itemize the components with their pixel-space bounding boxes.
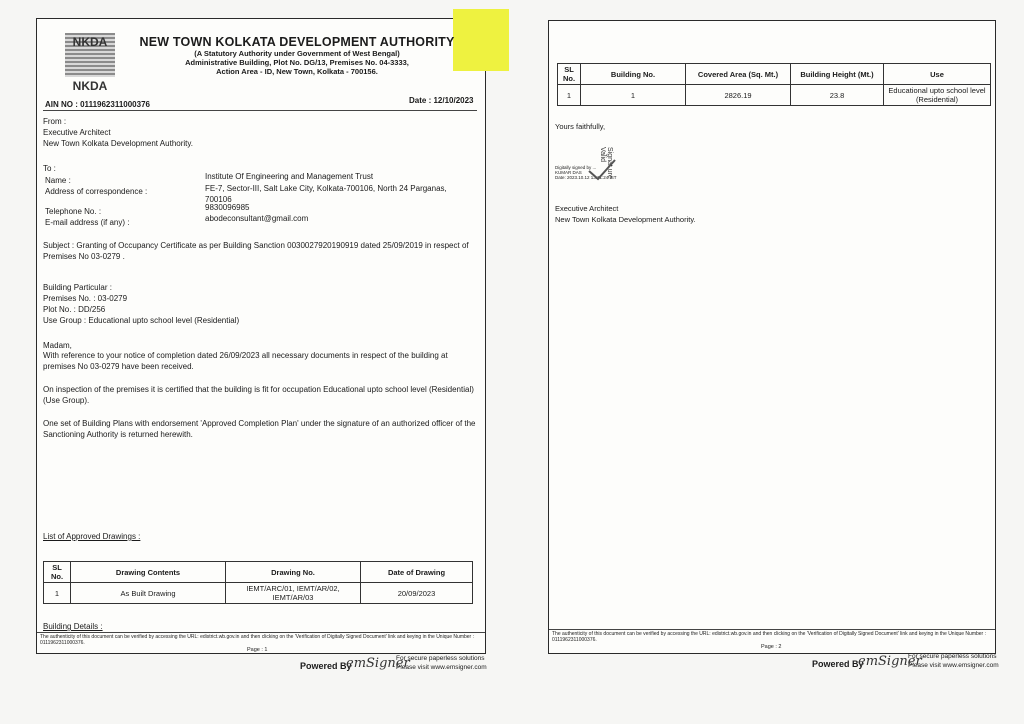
from-line-2: New Town Kolkata Development Authority. [43, 139, 194, 148]
cell-building-height: 23.8 [791, 85, 884, 106]
emsigner-tagline-2: Please visit www.emsigner.com [396, 664, 487, 671]
col-drawing-no: Drawing No. [226, 562, 361, 583]
table-row [44, 583, 473, 604]
emsigner-logo: emSigner [346, 656, 410, 671]
signed-by-line: Digitally signed by ... [555, 165, 597, 170]
powered-by-block-2 [812, 651, 1002, 673]
signature-valid-mark: Signat ure Valid [599, 147, 613, 179]
document-page-2 [548, 20, 996, 654]
col-drawing-contents: Drawing Contents [71, 562, 226, 583]
closing-line: Yours faithfully, [555, 122, 606, 131]
page-number: Page : 2 [761, 644, 782, 650]
emsigner-tagline-1: For secure paperless solutions [908, 653, 997, 660]
approved-drawings-table [43, 561, 473, 604]
building-details-table [557, 63, 991, 106]
col-use: Use [884, 64, 991, 85]
letter-date: Date : 12/10/2023 [409, 96, 474, 105]
col-covered-area: Covered Area (Sq. Mt.) [686, 64, 791, 85]
name-value: Institute Of Engineering and Management Trust [205, 172, 374, 181]
cell-date: 20/09/2023 [361, 583, 473, 604]
from-line-1: Executive Architect [43, 128, 111, 137]
building-premises: Premises No. : 03-0279 [43, 294, 128, 303]
table-row [558, 85, 991, 106]
signer-name-line: KUMAR DAS [555, 170, 582, 175]
subject-line: Subject : Granting of Occupancy Certificate as per Building Sanction 0030027920190919 dated 25/09/2019 in respect of Premises No 03-0279 . [43, 241, 469, 261]
cell-sl: 1 [44, 583, 71, 604]
table-header-row [44, 562, 473, 583]
to-label: To : [43, 164, 56, 173]
building-use-group: Use Group : Educational upto school level (Residential) [43, 316, 240, 325]
cell-use: Educational upto school level (Residential) [884, 85, 991, 106]
cell-covered-area: 2826.19 [686, 85, 791, 106]
powered-by-block-1 [300, 653, 490, 675]
col-building-no: Building No. [581, 64, 686, 85]
logo-text-bottom: NKDA [72, 79, 108, 93]
table-header-row [558, 64, 991, 85]
footer-divider [37, 632, 485, 633]
cell-building-no: 1 [581, 85, 686, 106]
from-label: From : [43, 117, 67, 126]
digital-signature-stamp [555, 149, 645, 189]
salutation: Madam, [43, 341, 72, 350]
address-label: Address of correspondence : [45, 187, 148, 196]
building-plot: Plot No. : DD/256 [43, 305, 106, 314]
cell-drawing-no: IEMT/ARC/01, IEMT/AR/02, IEMT/AR/03 [226, 583, 361, 604]
authority-title: NEW TOWN KOLKATA DEVELOPMENT AUTHORITY [139, 35, 455, 49]
ain-number: AIN NO : 0111962311000376 [45, 100, 150, 109]
header-line-3: Action Area - ID, New Town, Kolkata - 700156. [216, 67, 378, 76]
signatory-title: Executive Architect [555, 204, 619, 213]
emsigner-tagline-2: Please visit www.emsigner.com [908, 662, 999, 669]
emsigner-tagline-1: For secure paperless solutions [396, 655, 485, 662]
col-sl-no: SL No. [44, 562, 71, 583]
verification-note: The authenticity of this document can be verified by accessing the URL: edistrict.wb.gov.in and then clicking on the 'Verification of Digitally Signed Document' link and keying in the Unique Number : 0111962311000376. [552, 631, 986, 643]
email-value: abodeconsultant@gmail.com [205, 214, 309, 223]
col-building-height: Building Height (Mt.) [791, 64, 884, 85]
logo-text-top: NKDA [72, 35, 108, 49]
page-number: Page : 1 [247, 647, 268, 653]
emsigner-logo: emSigner [858, 654, 922, 669]
approved-drawings-title: List of Approved Drawings : [43, 532, 141, 541]
header-divider [43, 110, 477, 111]
building-details-title: Building Details : [43, 622, 103, 631]
cell-sl: 1 [558, 85, 581, 106]
paragraph-3: One set of Building Plans with endorsement 'Approved Completion Plan' under the signature of an authorized officer of the Sanctioning Authority is returned herewith. [43, 419, 476, 439]
paragraph-2: On inspection of the premises it is certified that the building is fit for occupation Educational upto school level (Residential) (Use Group). [43, 385, 474, 405]
address-value: FE-7, Sector-III, Salt Lake City, Kolkata-700106, North 24 Parganas, 700106 [205, 184, 447, 204]
verification-note: The authenticity of this document can be verified by accessing the URL: edistrict.wb.gov.in and then clicking on the 'Verification of Digitally Signed Document' link and keying in the Unique Number : 0111962311000376. [40, 634, 474, 646]
header-line-2: Administrative Building, Plot No. DG/13, Premises No. 04-3333, [185, 58, 409, 67]
cell-contents: As Built Drawing [71, 583, 226, 604]
footer-divider [549, 629, 995, 630]
powered-by-label: Powered By [300, 661, 352, 671]
name-label: Name : [45, 176, 71, 185]
col-date-of-drawing: Date of Drawing [361, 562, 473, 583]
signatory-authority: New Town Kolkata Development Authority. [555, 215, 696, 224]
phone-label: Telephone No. : [45, 207, 102, 216]
nkda-logo [65, 33, 115, 91]
phone-value: 9830096985 [205, 203, 250, 212]
col-sl-no: SL No. [558, 64, 581, 85]
signed-date-line: Date: 2023.10.12 13:31:24 IST [555, 175, 617, 180]
email-label: E-mail address (if any) : [45, 218, 130, 227]
checkmark-icon [585, 157, 619, 183]
header-line-1: (A Statutory Authority under Government of West Bengal) [194, 49, 400, 58]
building-particular-title: Building Particular : [43, 283, 112, 292]
paragraph-1: With reference to your notice of completion dated 26/09/2023 all necessary documents in respect of the building at premises No 03-0279 have been received. [43, 351, 448, 371]
document-page-1 [36, 18, 486, 654]
powered-by-label: Powered By [812, 659, 864, 669]
